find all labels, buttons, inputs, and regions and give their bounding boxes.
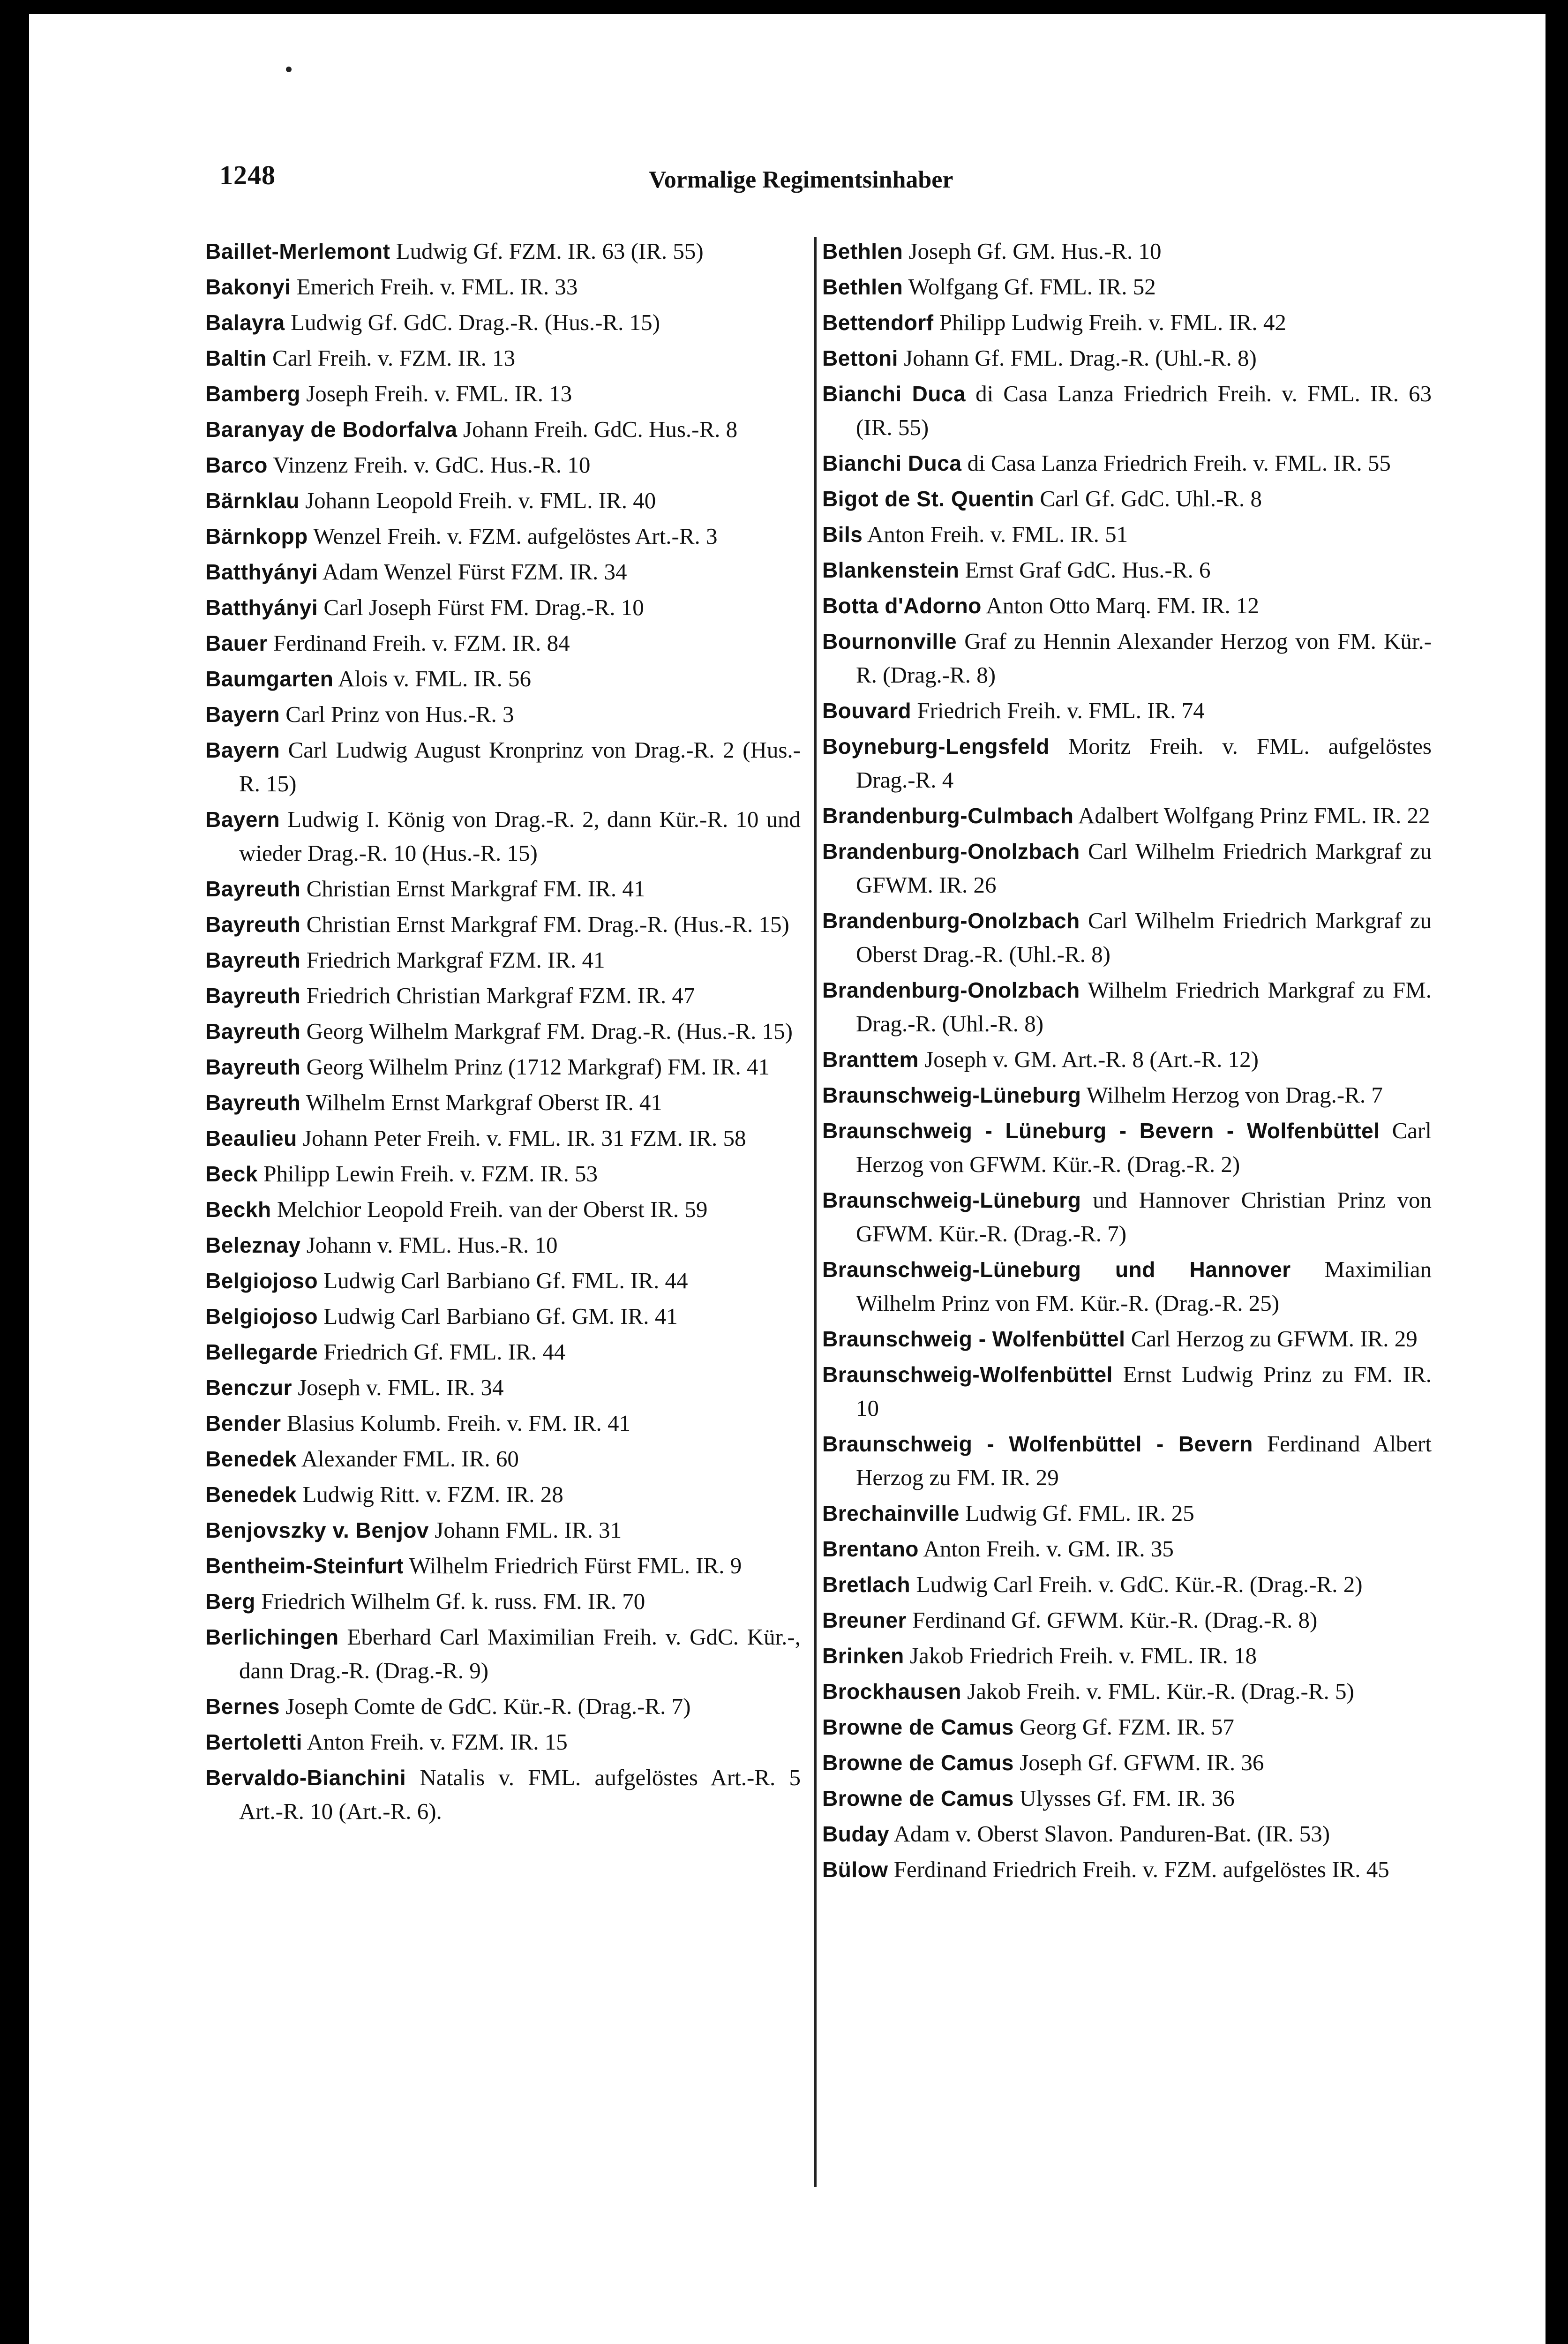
- right-column: [822, 234, 1432, 1888]
- entry-details: di Casa Lanza Friedrich Freih. v. FML. IR. 63 (IR. 55): [856, 381, 1432, 440]
- entry-details: Johann Peter Freih. v. FML. IR. 31 FZM. IR. 58: [302, 1125, 746, 1151]
- entry-details: Johann FML. IR. 31: [435, 1517, 622, 1543]
- entry-details: Joseph v. FML. IR. 34: [298, 1375, 504, 1400]
- register-entry: [205, 733, 801, 801]
- entry-details: Joseph v. GM. Art.-R. 8 (Art.-R. 12): [924, 1046, 1259, 1072]
- entry-name: Browne de Camus: [822, 1715, 1014, 1739]
- entry-details: Wilhelm Friedrich Markgraf zu FM. Drag.-R. (Uhl.-R. 8): [856, 977, 1432, 1037]
- entry-name: Bayern: [205, 702, 280, 727]
- register-entry: [822, 1183, 1432, 1251]
- register-entry: [822, 729, 1432, 797]
- entry-name: Browne de Camus: [822, 1750, 1014, 1775]
- register-entry: [205, 979, 801, 1013]
- register-entry: [205, 698, 801, 731]
- entry-name: Brentano: [822, 1537, 919, 1561]
- register-entry: [822, 1781, 1432, 1815]
- entry-name: Blankenstein: [822, 558, 960, 582]
- register-entry: [205, 1690, 801, 1723]
- entry-name: Browne de Camus: [822, 1786, 1014, 1811]
- entry-details: Blasius Kolumb. Freih. v. FM. IR. 41: [286, 1410, 630, 1436]
- entry-name: Brandenburg-Onolzbach: [822, 839, 1080, 864]
- entry-name: Braunschweig - Lüneburg - Bevern - Wolfenbüttel: [822, 1119, 1380, 1143]
- entry-details: Ludwig Carl Barbiano Gf. GM. IR. 41: [323, 1303, 678, 1329]
- entry-name: Bayern: [205, 738, 280, 762]
- entry-details: Ludwig Gf. GdC. Drag.-R. (Hus.-R. 15): [290, 309, 660, 335]
- entry-details: Ludwig Gf. FZM. IR. 63 (IR. 55): [396, 238, 704, 264]
- entry-details: Carl Wilhelm Friedrich Markgraf zu GFWM. IR. 26: [856, 838, 1432, 898]
- register-entry: [822, 1710, 1432, 1744]
- register-entry: [822, 1603, 1432, 1637]
- register-entry: [205, 1086, 801, 1119]
- entry-details: Friedrich Christian Markgraf FZM. IR. 47: [306, 983, 695, 1008]
- entry-details: Wilhelm Friedrich Fürst FML. IR. 9: [409, 1553, 742, 1578]
- entry-name: Benedek: [205, 1482, 297, 1507]
- left-column: [205, 234, 801, 1830]
- entry-details: Ferdinand Friedrich Freih. v. FZM. aufgelöstes IR. 45: [893, 1856, 1389, 1882]
- entry-name: Braunschweig-Lüneburg: [822, 1188, 1081, 1212]
- register-entry: [205, 555, 801, 589]
- entry-name: Bayreuth: [205, 1055, 301, 1079]
- register-entry: [822, 1639, 1432, 1673]
- register-entry: [822, 234, 1432, 268]
- register-entry: [822, 306, 1432, 339]
- entry-name: Bayreuth: [205, 984, 301, 1008]
- entry-name: Bertoletti: [205, 1730, 302, 1754]
- entry-name: Bellegarde: [205, 1340, 318, 1364]
- register-entry: [205, 1549, 801, 1583]
- entry-name: Bayreuth: [205, 1019, 301, 1044]
- entry-details: Eberhard Carl Maximilian Freih. v. GdC. Kür.-, dann Drag.-R. (Drag.-R. 9): [239, 1624, 801, 1683]
- register-entry: [822, 482, 1432, 516]
- register-entry: [205, 1585, 801, 1618]
- entry-details: Wenzel Freih. v. FZM. aufgelöstes Art.-R. 3: [313, 523, 718, 549]
- entry-details: Wolfgang Gf. FML. IR. 52: [908, 274, 1156, 300]
- register-entry: [205, 1478, 801, 1511]
- entry-name: Bakonyi: [205, 275, 291, 299]
- entry-details: Johann v. FML. Hus.-R. 10: [306, 1232, 558, 1258]
- register-entry: [205, 1513, 801, 1547]
- register-entry: [822, 1853, 1432, 1886]
- entry-name: Buday: [822, 1822, 890, 1846]
- running-head: Vormalige Regimentsinhaber: [649, 166, 953, 193]
- entry-name: Batthyányi: [205, 560, 318, 584]
- register-entry: [205, 1050, 801, 1084]
- entry-name: Baranyay de Bodorfalva: [205, 417, 458, 442]
- entry-details: Adam v. Oberst Slavon. Panduren-Bat. (IR. 53): [893, 1821, 1330, 1847]
- register-entry: [205, 1442, 801, 1476]
- entry-name: Batthyányi: [205, 595, 318, 620]
- entry-details: Philipp Ludwig Freih. v. FML. IR. 42: [939, 309, 1286, 335]
- entry-name: Bervaldo-Bianchini: [205, 1766, 406, 1790]
- entry-details: Friedrich Markgraf FZM. IR. 41: [306, 947, 605, 973]
- register-entry: [205, 1193, 801, 1226]
- register-entry: [822, 1427, 1432, 1495]
- entry-details: Friedrich Freih. v. FML. IR. 74: [917, 698, 1205, 723]
- entry-name: Bianchi Duca: [822, 382, 966, 406]
- entry-name: Bernes: [205, 1694, 280, 1719]
- entry-name: Bayreuth: [205, 1090, 301, 1115]
- register-entry: [205, 872, 801, 906]
- entry-name: Braunschweig-Lüneburg: [822, 1083, 1081, 1107]
- entry-name: Botta d'Adorno: [822, 594, 982, 618]
- entry-details: Wilhelm Ernst Markgraf Oberst IR. 41: [306, 1089, 662, 1115]
- entry-name: Brechainville: [822, 1501, 960, 1525]
- register-entry: [822, 1043, 1432, 1076]
- entry-name: Bülow: [822, 1857, 888, 1882]
- entry-details: Friedrich Wilhelm Gf. k. russ. FM. IR. 70: [261, 1588, 645, 1614]
- entry-name: Bigot de St. Quentin: [822, 487, 1035, 511]
- entry-name: Baumgarten: [205, 667, 334, 691]
- register-entry: [205, 1620, 801, 1688]
- register-entry: [205, 1725, 801, 1759]
- register-entry: [822, 1322, 1432, 1356]
- register-entry: [205, 519, 801, 553]
- register-entry: [822, 1358, 1432, 1425]
- entry-details: Carl Prinz von Hus.-R. 3: [285, 701, 514, 727]
- entry-name: Belgiojoso: [205, 1269, 318, 1293]
- register-entry: [205, 234, 801, 268]
- register-entry: [205, 484, 801, 518]
- entry-details: Ulysses Gf. FM. IR. 36: [1020, 1785, 1235, 1811]
- entry-name: Bärnkopp: [205, 524, 308, 548]
- entry-details: Georg Wilhelm Markgraf FM. Drag.-R. (Hus.-R. 15): [306, 1018, 793, 1044]
- entry-name: Berlichingen: [205, 1625, 339, 1649]
- register-entry: [205, 377, 801, 411]
- entry-details: Ferdinand Gf. GFWM. Kür.-R. (Drag.-R. 8): [912, 1607, 1318, 1633]
- register-entry: [205, 270, 801, 304]
- entry-details: Wilhelm Herzog von Drag.-R. 7: [1086, 1082, 1383, 1108]
- register-entry: [822, 446, 1432, 480]
- register-entry: [822, 1253, 1432, 1320]
- entry-details: Alexander FML. IR. 60: [301, 1446, 519, 1472]
- page-number: 1248: [219, 160, 276, 190]
- entry-details: und Hannover Christian Prinz von GFWM. Kür.-R. (Drag.-R. 7): [856, 1187, 1432, 1247]
- entry-details: Graf zu Hennin Alexander Herzog von FM. Kür.-R. (Drag.-R. 8): [856, 628, 1432, 688]
- entry-name: Bayreuth: [205, 877, 301, 901]
- entry-name: Bethlen: [822, 239, 903, 263]
- entry-details: Ferdinand Albert Herzog zu FM. IR. 29: [856, 1431, 1432, 1490]
- register-entry: [205, 908, 801, 941]
- register-entry: [822, 973, 1432, 1041]
- entry-details: Georg Wilhelm Prinz (1712 Markgraf) FM. IR. 41: [306, 1054, 770, 1080]
- register-entry: [822, 1746, 1432, 1780]
- register-entry: [205, 1014, 801, 1048]
- register-entry: [205, 1371, 801, 1405]
- entry-name: Beaulieu: [205, 1126, 297, 1150]
- entry-details: Joseph Comte de GdC. Kür.-R. (Drag.-R. 7): [285, 1693, 691, 1719]
- register-entry: [822, 1532, 1432, 1566]
- entry-name: Brandenburg-Onolzbach: [822, 978, 1080, 1002]
- entry-name: Bentheim-Steinfurt: [205, 1554, 404, 1578]
- entry-name: Bayern: [205, 807, 280, 832]
- entry-details: Carl Freih. v. FZM. IR. 13: [272, 345, 516, 371]
- entry-details: Friedrich Gf. FML. IR. 44: [323, 1339, 566, 1365]
- register-entry: [822, 904, 1432, 971]
- entry-details: Johann Leopold Freih. v. FML. IR. 40: [305, 488, 656, 513]
- entry-details: Natalis v. FML. aufgelöstes Art.-R. 5 Art.-R. 10 (Art.-R. 6).: [239, 1765, 801, 1824]
- entry-details: Christian Ernst Markgraf FM. IR. 41: [306, 876, 645, 902]
- register-entry: [822, 1817, 1432, 1851]
- entry-name: Baltin: [205, 346, 267, 370]
- register-entry: [822, 377, 1432, 444]
- entry-name: Brinken: [822, 1644, 904, 1668]
- entry-details: Ludwig Carl Barbiano Gf. FML. IR. 44: [323, 1268, 688, 1293]
- entry-name: Berg: [205, 1589, 255, 1614]
- entry-details: Johann Freih. GdC. Hus.-R. 8: [463, 416, 738, 442]
- entry-name: Bender: [205, 1411, 281, 1435]
- register-entry: [205, 626, 801, 660]
- entry-details: Carl Wilhelm Friedrich Markgraf zu Oberst Drag.-R. (Uhl.-R. 8): [856, 908, 1432, 967]
- entry-details: Anton Freih. v. GM. IR. 35: [923, 1536, 1174, 1562]
- entry-details: Adalbert Wolfgang Prinz FML. IR. 22: [1078, 803, 1430, 828]
- register-entry: [822, 341, 1432, 375]
- book-page: [29, 14, 1545, 2344]
- entry-name: Bils: [822, 522, 863, 547]
- register-entry: [205, 1264, 801, 1298]
- entry-name: Baillet-Merlemont: [205, 239, 390, 263]
- register-entry: [205, 413, 801, 446]
- entry-name: Beleznay: [205, 1233, 301, 1257]
- entry-name: Belgiojoso: [205, 1304, 318, 1329]
- register-entry: [205, 341, 801, 375]
- entry-name: Benjovszky v. Benjov: [205, 1518, 429, 1542]
- entry-name: Balayra: [205, 310, 285, 335]
- register-entry: [822, 1114, 1432, 1181]
- entry-details: Joseph Gf. GM. Hus.-R. 10: [908, 238, 1162, 264]
- entry-name: Benczur: [205, 1375, 292, 1400]
- register-entry: [822, 1568, 1432, 1601]
- print-speck: [286, 67, 292, 72]
- entry-name: Breuner: [822, 1608, 907, 1632]
- register-entry: [822, 1496, 1432, 1530]
- register-entry: [822, 694, 1432, 728]
- entry-name: Beckh: [205, 1197, 271, 1222]
- entry-name: Bärnklau: [205, 488, 300, 513]
- entry-details: Anton Freih. v. FML. IR. 51: [867, 521, 1128, 547]
- entry-details: Carl Herzog von GFWM. Kür.-R. (Drag.-R. 2): [856, 1118, 1432, 1177]
- entry-name: Brockhausen: [822, 1679, 961, 1704]
- entry-details: Carl Herzog zu GFWM. IR. 29: [1131, 1326, 1418, 1352]
- entry-details: Jakob Freih. v. FML. Kür.-R. (Drag.-R. 5): [967, 1678, 1354, 1704]
- register-entry: [822, 1078, 1432, 1112]
- entry-details: Ernst Graf GdC. Hus.-R. 6: [965, 557, 1211, 583]
- entry-details: Ludwig Carl Freih. v. GdC. Kür.-R. (Drag.-R. 2): [916, 1571, 1363, 1597]
- entry-name: Brandenburg-Onolzbach: [822, 909, 1080, 933]
- entry-name: Beck: [205, 1162, 258, 1186]
- entry-name: Boyneburg-Lengsfeld: [822, 734, 1050, 759]
- entry-details: Jakob Friedrich Freih. v. FML. IR. 18: [910, 1643, 1257, 1668]
- register-entry: [205, 943, 801, 977]
- register-entry: [822, 270, 1432, 304]
- register-entry: [822, 589, 1432, 623]
- register-entry: [205, 306, 801, 339]
- entry-details: Georg Gf. FZM. IR. 57: [1020, 1714, 1234, 1740]
- column-divider: [814, 237, 817, 2187]
- register-entry: [205, 1300, 801, 1333]
- entry-details: Adam Wenzel Fürst FZM. IR. 34: [322, 559, 627, 585]
- register-entry: [205, 662, 801, 696]
- entry-name: Bayreuth: [205, 948, 301, 972]
- entry-name: Bournonville: [822, 629, 957, 654]
- entry-name: Braunschweig - Wolfenbüttel - Bevern: [822, 1432, 1253, 1456]
- entry-details: Ludwig Gf. FML. IR. 25: [965, 1500, 1194, 1526]
- register-entry: [205, 1157, 801, 1191]
- register-entry: [205, 1228, 801, 1262]
- entry-name: Bayreuth: [205, 912, 301, 937]
- entry-details: Ernst Ludwig Prinz zu FM. IR. 10: [856, 1361, 1432, 1421]
- entry-name: Bretlach: [822, 1572, 911, 1597]
- register-entry: [205, 591, 801, 624]
- entry-details: Vinzenz Freih. v. GdC. Hus.-R. 10: [273, 452, 591, 478]
- entry-details: Emerich Freih. v. FML. IR. 33: [296, 274, 578, 300]
- entry-details: Joseph Gf. GFWM. IR. 36: [1020, 1750, 1264, 1775]
- entry-name: Bethlen: [822, 275, 903, 299]
- entry-name: Bianchi Duca: [822, 451, 962, 475]
- entry-details: Alois v. FML. IR. 56: [338, 666, 531, 691]
- entry-details: Carl Ludwig August Kronprinz von Drag.-R. 2 (Hus.-R. 15): [239, 737, 801, 796]
- register-entry: [822, 624, 1432, 692]
- register-entry: [205, 448, 801, 482]
- entry-details: Anton Otto Marq. FM. IR. 12: [986, 593, 1259, 618]
- entry-details: Carl Gf. GdC. Uhl.-R. 8: [1040, 486, 1262, 511]
- register-entry: [822, 834, 1432, 902]
- entry-details: Joseph Freih. v. FML. IR. 13: [306, 381, 572, 406]
- entry-name: Bettoni: [822, 346, 898, 370]
- entry-name: Bamberg: [205, 382, 300, 406]
- entry-name: Braunschweig-Lüneburg und Hannover: [822, 1257, 1291, 1282]
- register-entry: [205, 1335, 801, 1369]
- entry-name: Barco: [205, 453, 268, 477]
- entry-name: Benedek: [205, 1447, 297, 1471]
- entry-name: Bettendorf: [822, 310, 934, 335]
- entry-name: Bouvard: [822, 699, 912, 723]
- register-entry: [205, 1406, 801, 1440]
- entry-details: Moritz Freih. v. FML. aufgelöstes Drag.-R. 4: [856, 733, 1432, 793]
- entry-details: Ferdinand Freih. v. FZM. IR. 84: [273, 630, 570, 656]
- entry-details: Ludwig Ritt. v. FZM. IR. 28: [302, 1481, 563, 1507]
- entry-name: Brandenburg-Culmbach: [822, 804, 1074, 828]
- register-entry: [822, 518, 1432, 551]
- entry-name: Braunschweig - Wolfenbüttel: [822, 1327, 1125, 1351]
- entry-details: di Casa Lanza Friedrich Freih. v. FML. IR. 55: [967, 450, 1391, 476]
- entry-details: Maximilian Wilhelm Prinz von FM. Kür.-R. (Drag.-R. 25): [856, 1256, 1432, 1316]
- entry-details: Anton Freih. v. FZM. IR. 15: [307, 1729, 568, 1755]
- register-entry: [205, 1761, 801, 1828]
- entry-name: Braunschweig-Wolfenbüttel: [822, 1362, 1113, 1387]
- entry-details: Carl Joseph Fürst FM. Drag.-R. 10: [323, 594, 644, 620]
- entry-name: Bauer: [205, 631, 268, 655]
- entry-name: Branttem: [822, 1047, 919, 1072]
- entry-details: Melchior Leopold Freih. van der Oberst IR. 59: [277, 1196, 708, 1222]
- register-entry: [205, 1121, 801, 1155]
- register-entry: [822, 799, 1432, 833]
- register-entry: [822, 553, 1432, 587]
- entry-details: Ludwig I. König von Drag.-R. 2, dann Kür.-R. 10 und wieder Drag.-R. 10 (Hus.-R. 15): [239, 806, 801, 866]
- register-entry: [822, 1675, 1432, 1708]
- entry-details: Philipp Lewin Freih. v. FZM. IR. 53: [263, 1161, 598, 1187]
- entry-details: Christian Ernst Markgraf FM. Drag.-R. (Hus.-R. 15): [306, 911, 789, 937]
- register-entry: [205, 803, 801, 870]
- entry-details: Johann Gf. FML. Drag.-R. (Uhl.-R. 8): [904, 345, 1257, 371]
